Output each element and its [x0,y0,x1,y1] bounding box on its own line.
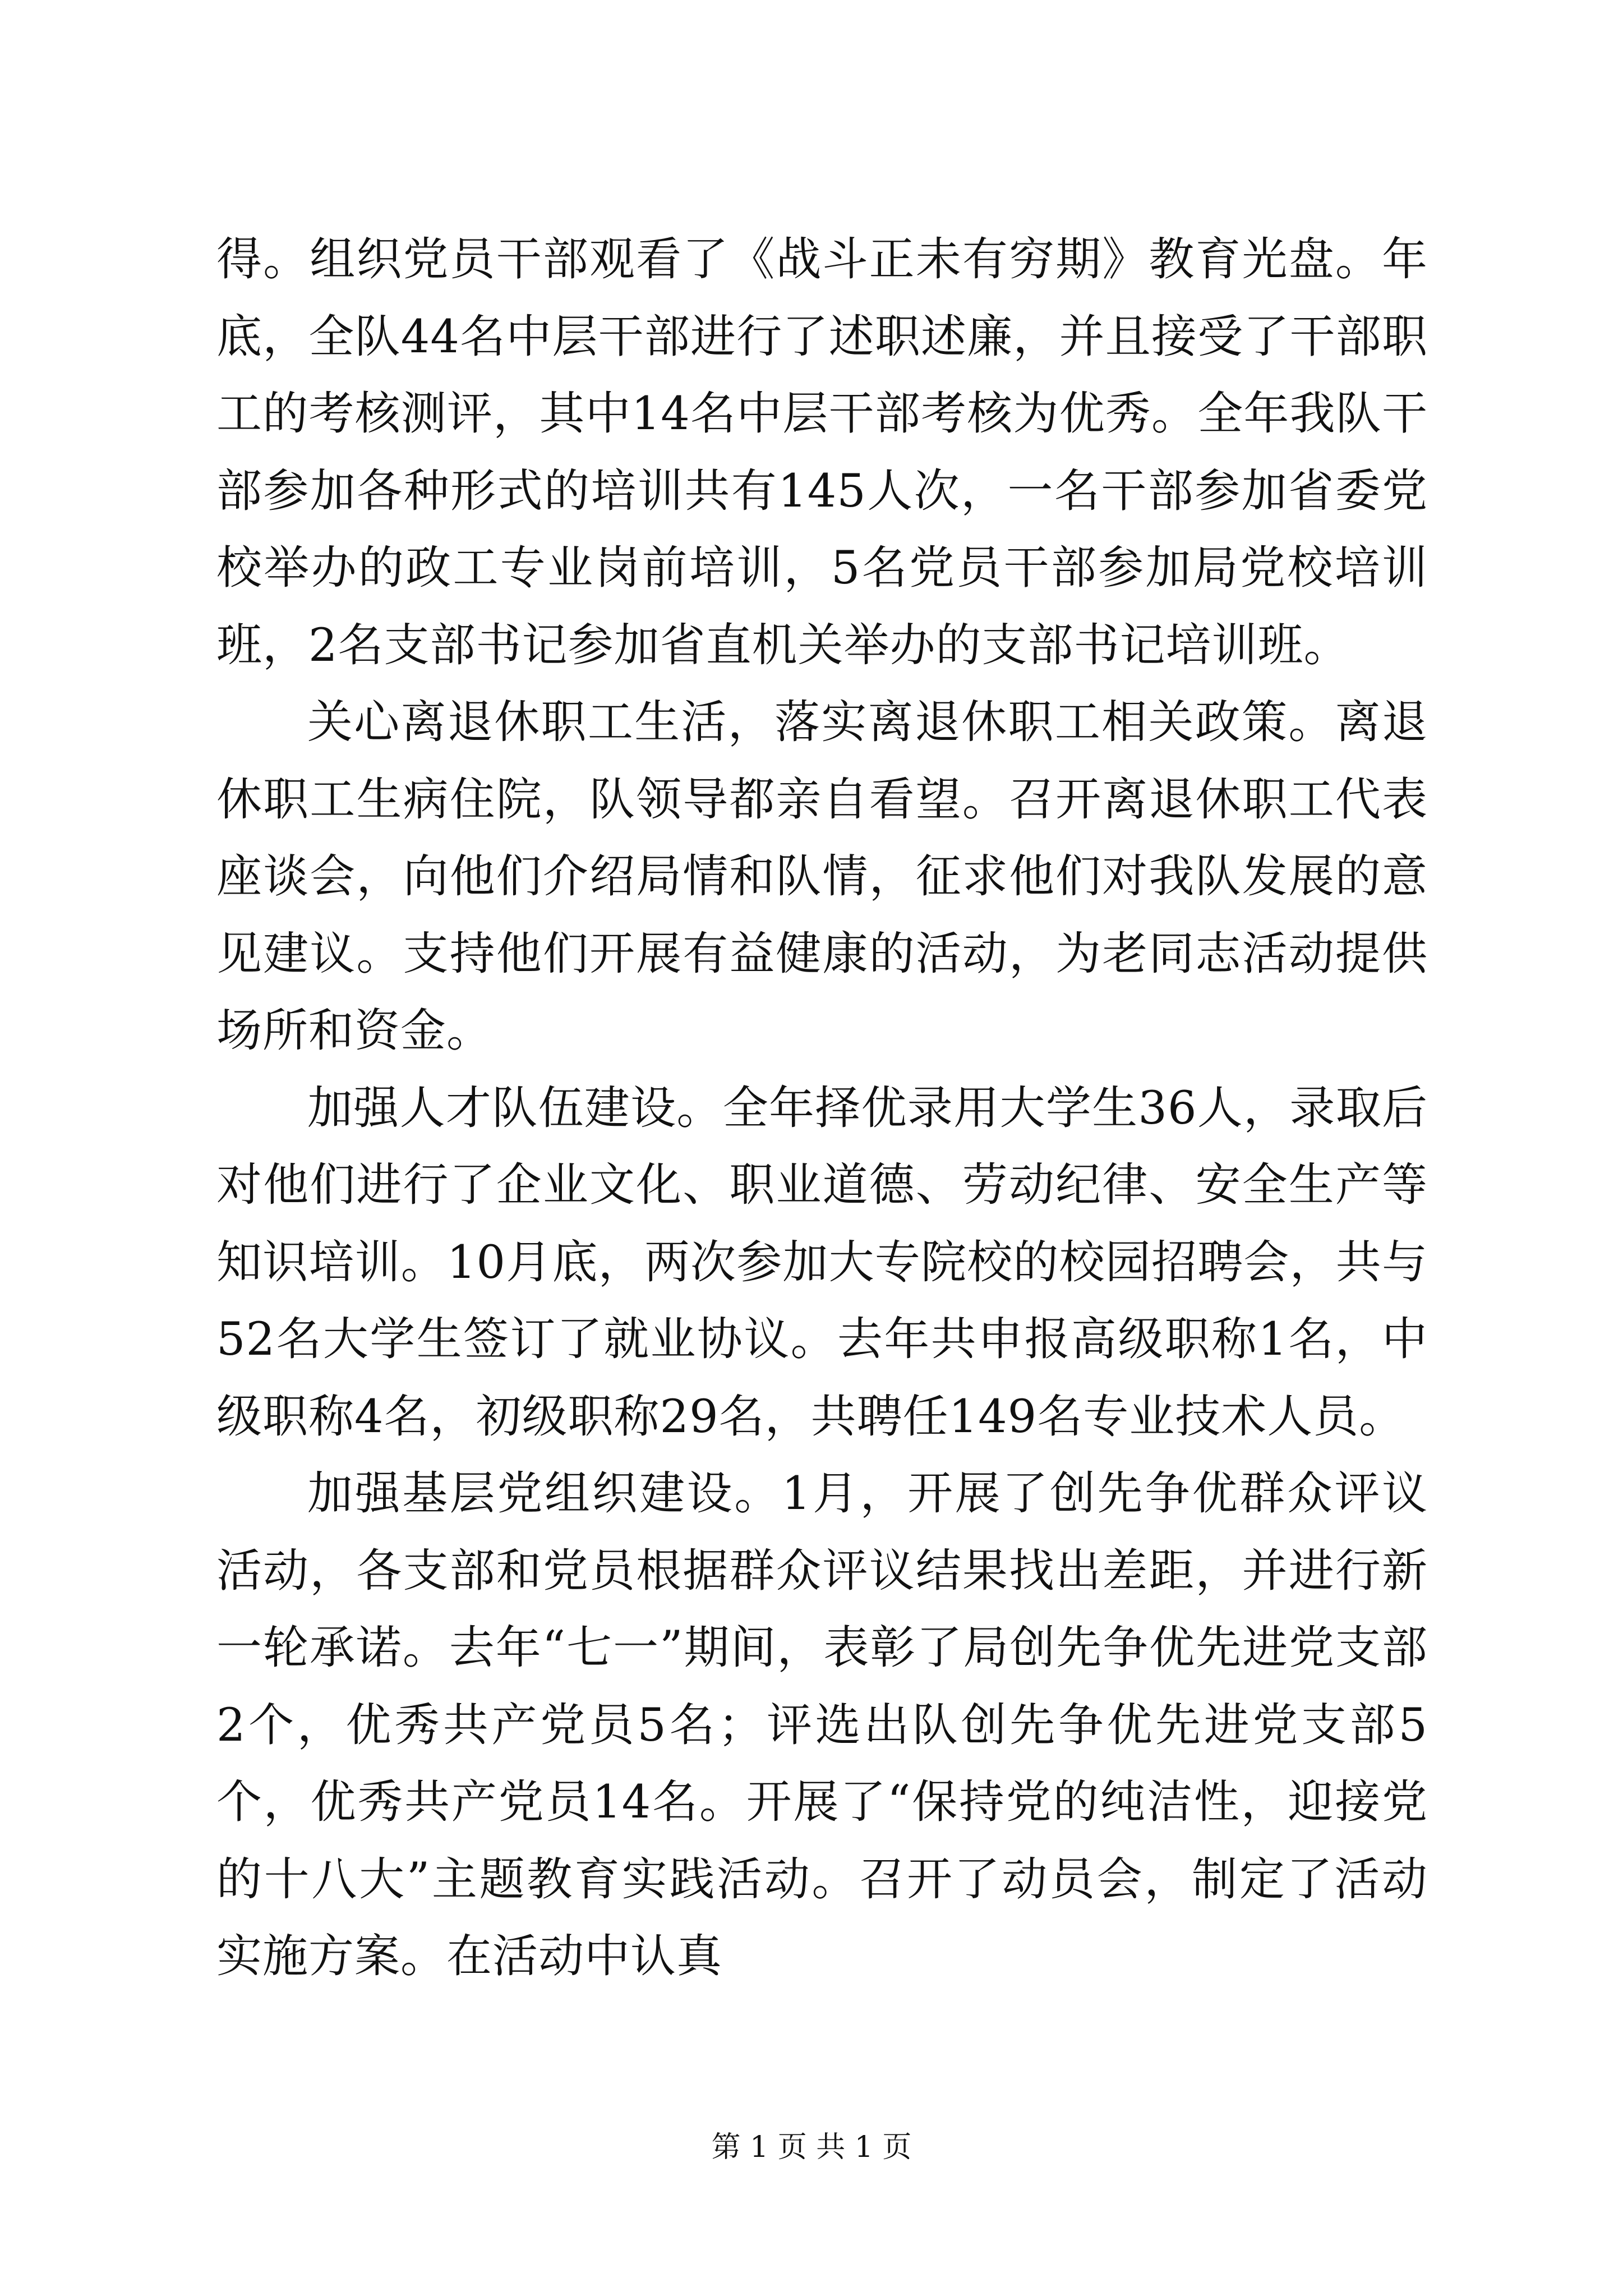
page-footer: 第 1 页 共 1 页 [711,2131,912,2164]
paragraph-3: 加强人才队伍建设。全年择优录用大学生36人，录取后对他们进行了企业文化、职业道德、劳动纪律、安全生产等知识培训。10月底，两次参加大专院校的校园招聘会，共与52名大学生签订了就业协议。去年共申报高级职称1名，中级职称4名，初级职称29名，共聘任149名专业技术人员。 [216,1082,1428,1443]
paragraph-4: 加强基层党组织建设。1月，开展了创先争优群众评议活动，各支部和党员根据群众评议结果找出差距，并进行新一轮承诺。去年“七一”期间，表彰了局创先争优先进党支部2个，优秀共产党员5名；评选出队创先争优先进党支部5个，优秀共产党员14名。开展了“保持党的纯洁性，迎接党的十八大”主题教育实践活动。召开了动员会，制定了活动实施方案。在活动中认真 [216,1467,1428,1983]
paragraph-1: 得。组织党员干部观看了《战斗正未有穷期》教育光盘。年底，全队44名中层干部进行了述职述廉，并且接受了干部职工的考核测评，其中14名中层干部考核为优秀。全年我队干部参加各种形式的培训共有145人次，一名干部参加省委党校举办的政工专业岗前培训，5名党员干部参加局党校培训班，2名支部书记参加省直机关举办的支部书记培训班。 [216,233,1428,672]
paragraph-2: 关心离退休职工生活，落实离退休职工相关政策。离退休职工生病住院，队领导都亲自看望。召开离退休职工代表座谈会，向他们介绍局情和队情，征求他们对我队发展的意见建议。支持他们开展有益健康的活动，为老同志活动提供场所和资金。 [216,696,1428,1057]
document-body [216,222,1428,1996]
